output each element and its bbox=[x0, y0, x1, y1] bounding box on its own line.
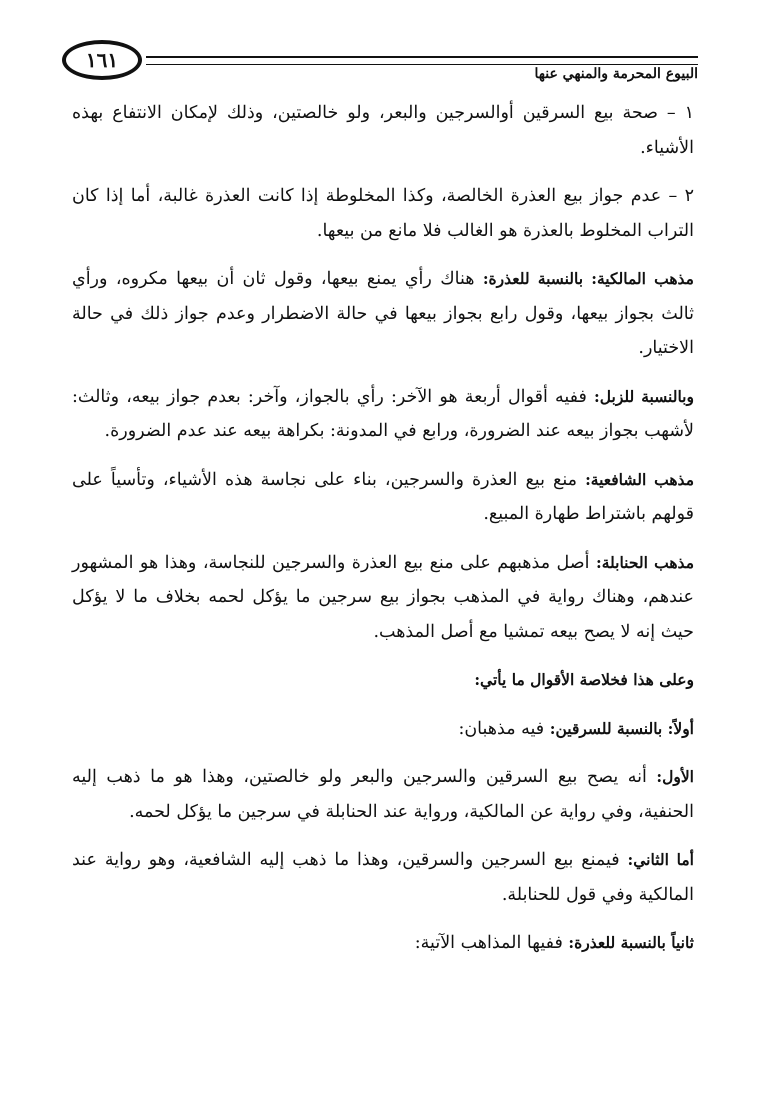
paragraph-heading: مذهب الحنابلة: bbox=[595, 552, 694, 572]
paragraph-maliki bbox=[72, 262, 694, 366]
paragraph-heading: ثانياً بالنسبة للعذرة: bbox=[568, 933, 694, 952]
paragraph-2 bbox=[72, 179, 694, 248]
page-number: ١٦١ bbox=[62, 40, 142, 80]
paragraph-opinion-1 bbox=[72, 760, 694, 829]
running-title: البيوع المحرمة والمنهي عنها bbox=[534, 66, 698, 82]
paragraph-text: فيه مذهبان: bbox=[458, 718, 550, 739]
paragraph-text: أصل مذهبهم على منع بيع العذرة والسرجين للنجاسة، وهذا هو المشهور عندهم، وهناك رواية في المذهب بجواز بيع سرجين ما يؤكل لحمه بخلاف ما لا يؤكل حيث إنه لا يصح بيعه تمشيا مع أصل المذهب. bbox=[72, 552, 694, 642]
paragraph-text: ٢ – عدم جواز بيع العذرة الخالصة، وكذا المخلوطة إذا كانت العذرة غالبة، أما إذا كان التراب المخلوط بالعذرة هو الغالب فلا مانع من بيعها. bbox=[72, 186, 694, 241]
paragraph-heading: الأول: bbox=[656, 767, 694, 786]
header-rule bbox=[146, 56, 698, 65]
paragraph-second bbox=[72, 926, 694, 961]
paragraph-summary bbox=[72, 663, 694, 698]
paragraph-heading: أما الثاني: bbox=[627, 850, 694, 869]
paragraph-heading: مذهب الشافعية: bbox=[585, 469, 694, 489]
paragraph-1 bbox=[72, 96, 694, 165]
paragraph-heading: وبالنسبة للزبل: bbox=[594, 386, 694, 406]
paragraph-text: ففيها المذاهب الآتية: bbox=[414, 933, 569, 953]
page-header bbox=[62, 40, 698, 82]
paragraph-first bbox=[72, 712, 694, 747]
paragraph-heading: وعلى هذا فخلاصة الأقوال ما يأتي: bbox=[474, 670, 694, 689]
paragraph-text: ففيه أقوال أربعة هو الآخر: رأي بالجواز، وآخر: بعدم جواز بيعه، وثالث: لأشهب بجواز بيعه عند الضرورة، ورابع في المدونة: بكراهة بيعه عند عدم الضرورة. bbox=[72, 386, 694, 441]
paragraph-text: فيمنع بيع السرجين والسرقين، وهذا ما ذهب إليه الشافعية، وهو رواية عند المالكية وفي قول للحنابلة. bbox=[72, 850, 694, 905]
paragraph-shafii bbox=[72, 463, 694, 532]
paragraph-heading: أولاً: بالنسبة للسرقين: bbox=[549, 718, 694, 738]
paragraph-heading: مذهب المالكية: بالنسبة للعذرة: bbox=[482, 269, 694, 288]
paragraph-zibl bbox=[72, 380, 694, 449]
page-body bbox=[72, 96, 694, 975]
paragraph-text: منع بيع العذرة والسرجين، بناء على نجاسة هذه الأشياء، وتأسياً على قولهم باشتراط طهارة المبيع. bbox=[72, 469, 694, 524]
paragraph-text: ١ – صحة بيع السرقين أوالسرجين والبعر، ولو خالصتين، وذلك لإمكان الانتفاع بهذه الأشياء. bbox=[72, 103, 694, 158]
paragraph-text: هناك رأي يمنع بيعها، وقول ثان أن بيعها مكروه، ورأي ثالث بجواز بيعها، وقول رابع بجواز بيعها في حالة الاضطرار وعدم جواز ذلك في حالة الاختيار. bbox=[72, 269, 694, 358]
paragraph-text: أنه يصح بيع السرقين والسرجين والبعر ولو خالصتين، وهذا هو ما ذهب إليه الحنفية، وفي رواية عن المالكية، ورواية عند الحنابلة في سرجين ما يؤكل لحمه. bbox=[72, 767, 694, 822]
paragraph-hanbali bbox=[72, 546, 694, 650]
paragraph-opinion-2 bbox=[72, 843, 694, 912]
